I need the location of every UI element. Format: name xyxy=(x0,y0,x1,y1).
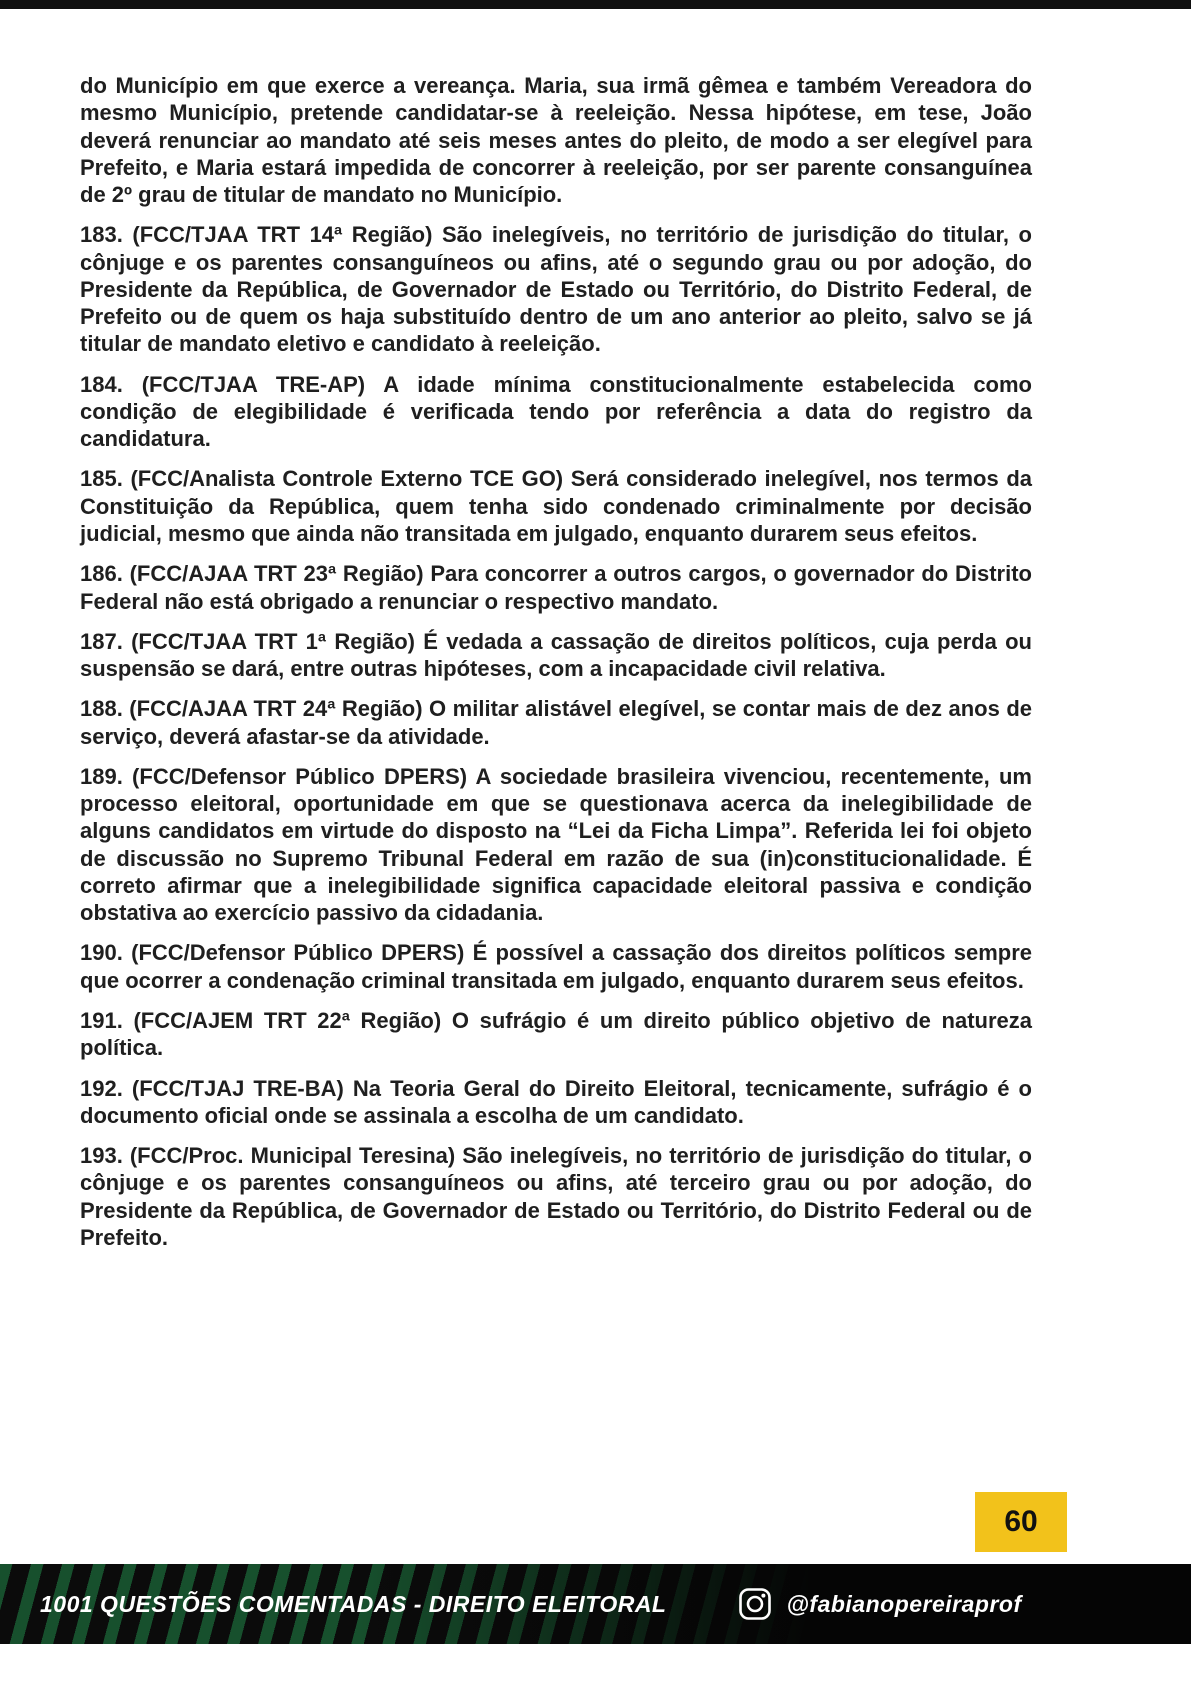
question-188: 188. (FCC/AJAA TRT 24ª Região) O militar alistável elegível, se contar mais de dez anos de serviço, deverá afastar-se da atividade. xyxy=(80,696,1032,749)
question-193: 193. (FCC/Proc. Municipal Teresina) São inelegíveis, no território de jurisdição do titular, o cônjuge e os parentes consanguíneos ou afins, até terceiro grau ou por adoção, do Presidente da República, de Governador de Estado ou Território, do Distrito Federal ou de Prefeito. xyxy=(80,1143,1032,1250)
page-content xyxy=(80,72,1032,1264)
question-183: 183. (FCC/TJAA TRT 14ª Região) São inelegíveis, no território de jurisdição do titular, o cônjuge e os parentes consanguíneos ou afins, até o segundo grau ou por adoção, do Presidente da República, de Governador de Estado ou Território, do Distrito Federal, de Prefeito ou de quem os haja substituído dentro de um ano anterior ao pleito, salvo se já titular de mandato eletivo e candidato à reeleição. xyxy=(80,222,1032,357)
top-accent-bar xyxy=(0,0,1191,9)
question-192: 192. (FCC/TJAJ TRE-BA) Na Teoria Geral do Direito Eleitoral, tecnicamente, sufrágio é o documento oficial onde se assinala a escolha de um candidato. xyxy=(80,1075,1032,1128)
question-185: 185. (FCC/Analista Controle Externo TCE GO) Será considerado inelegível, nos termos da Constituição da República, quem tenha sido condenado criminalmente por decisão judicial, mesmo que ainda não transitada em julgado, enquanto durarem seus efeitos. xyxy=(80,466,1032,546)
question-190: 190. (FCC/Defensor Público DPERS) É possível a cassação dos direitos políticos sempre que ocorrer a condenação criminal transitada em julgado, enquanto durarem seus efeitos. xyxy=(80,940,1032,993)
question-191: 191. (FCC/AJEM TRT 22ª Região) O sufrágio é um direito público objetivo de natureza política. xyxy=(80,1007,1032,1061)
footer-series-title: 1001 QUESTÕES COMENTADAS - DIREITO ELEITORAL xyxy=(40,1590,667,1617)
question-186: 186. (FCC/AJAA TRT 23ª Região) Para concorrer a outros cargos, o governador do Distrito Federal não está obrigado a renunciar o respectivo mandato. xyxy=(80,561,1032,614)
paragraph-continuation: do Município em que exerce a vereança. Maria, sua irmã gêmea e também Vereadora do mesmo Município, pretende candidatar-se à reeleição. Nessa hipótese, em tese, João deverá renunciar ao mandato até seis meses antes do pleito, de modo a ser elegível para Prefeito, e Maria estará impedida de concorrer à reeleição, por ser parente consanguínea de 2º grau de titular de mandato no Município. xyxy=(80,73,1032,208)
question-184: 184. (FCC/TJAA TRE-AP) A idade mínima constitucionalmente estabelecida como condição de elegibilidade é verificada tendo por referência a data do registro da candidatura. xyxy=(80,371,1032,452)
page-number: 60 xyxy=(1004,1505,1038,1538)
instagram-icon xyxy=(738,1587,772,1621)
question-189: 189. (FCC/Defensor Público DPERS) A sociedade brasileira vivenciou, recentemente, um processo eleitoral, oportunidade em que se questionava acerca da inelegibilidade de alguns candidatos em virtude do disposto na “Lei da Ficha Limpa”. Referida lei foi objeto de discussão no Supremo Tribunal Federal em razão de sua (in)constitucionalidade. É correto afirmar que a inelegibilidade significa capacidade eleitoral passiva e condição obstativa ao exercício passivo da cidadania. xyxy=(80,763,1032,926)
instagram-handle: @fabianopereiraprof xyxy=(786,1590,1022,1617)
page-number-badge xyxy=(975,1492,1067,1552)
footer-band xyxy=(0,1564,1191,1644)
question-187: 187. (FCC/TJAA TRT 1ª Região) É vedada a cassação de direitos políticos, cuja perda ou suspensão se dará, entre outras hipóteses, com a incapacidade civil relativa. xyxy=(80,628,1032,682)
